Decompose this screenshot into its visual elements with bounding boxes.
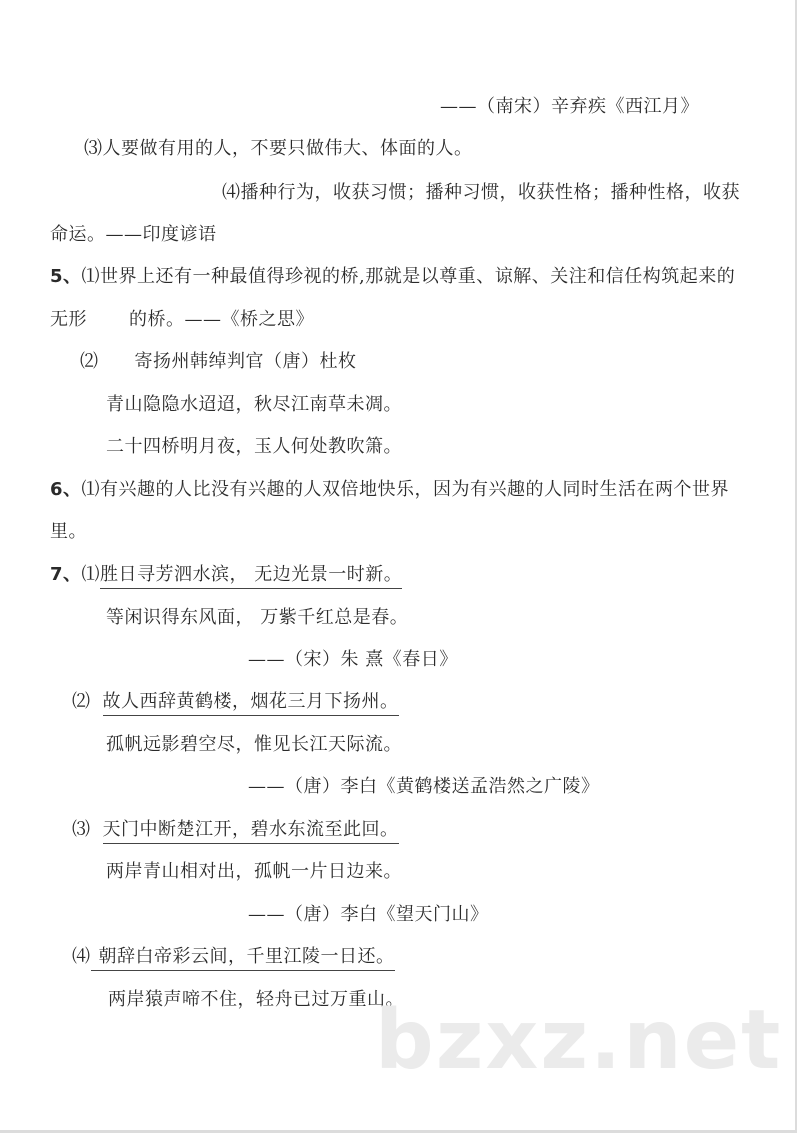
item-label: ⑵ xyxy=(72,691,91,712)
item-label: ⑴ xyxy=(81,564,101,585)
attribution-wangtianmenshan: ——（唐）李白《望天门山》 xyxy=(248,904,489,925)
poem-title: 寄扬州韩绰判官（唐）杜枚 xyxy=(134,351,357,372)
quote-4-4-line2: 命运。——印度谚语 xyxy=(50,224,217,245)
watermark: bzxz.net xyxy=(375,993,783,1088)
quote-5-1-line1: ⑴世界上还有一种最值得珍视的桥,那就是以尊重、谅解、关注和信任构筑起来的 xyxy=(81,266,736,287)
quote-6-1-line2: 里。 xyxy=(50,521,87,542)
poem-7-3-line2: 两岸青山相对出，孤帆一片日边来。 xyxy=(106,861,402,882)
poem-7-4-line2: 两岸猿声啼不住，轻舟已过万重山。 xyxy=(108,989,404,1010)
poem-7-3-line1 xyxy=(72,818,399,844)
quote-4-3: ⑶人要做有用的人，不要只做伟大、体面的人。 xyxy=(84,138,473,159)
poem-7-2-line1 xyxy=(72,690,399,716)
poem-5-2-heading xyxy=(80,350,357,374)
quote-6-1-line1: ⑴有兴趣的人比没有兴趣的人双倍地快乐，因为有兴趣的人同时生活在两个世界 xyxy=(81,479,730,500)
question-7-line1 xyxy=(50,563,402,589)
item-label: ⑶ xyxy=(72,819,91,840)
quote-4-4-line1: ⑷播种行为，收获习惯；播种习惯，收获性格；播种性格，收获 xyxy=(222,182,740,203)
question-number-5: 5、 xyxy=(50,266,82,287)
quote-5-1-source: 的桥。——《桥之思》 xyxy=(129,309,314,330)
question-5-line1 xyxy=(50,265,735,289)
quote-5-1-word: 无形 xyxy=(50,309,87,330)
poem-7-1-line2: 等闲识得东风面， 万紫千红总是春。 xyxy=(106,607,409,628)
poem-5-2-line1: 青山隐隐水迢迢，秋尽江南草未凋。 xyxy=(106,394,402,415)
underlined-poem-line: 朝辞白帝彩云间，千里江陵一日还。 xyxy=(91,945,395,971)
attribution-xijiangyue: ——（南宋）辛弃疾《西江月》 xyxy=(440,96,699,117)
question-number-7: 7、 xyxy=(50,564,82,585)
attribution-chunri: ——（宋）朱 熹《春日》 xyxy=(248,649,458,670)
question-6-line1 xyxy=(50,478,729,502)
question-5-line2 xyxy=(50,308,314,332)
underlined-poem-line: 故人西辞黄鹤楼，烟花三月下扬州。 xyxy=(103,690,399,716)
poem-7-2-line2: 孤帆远影碧空尽，惟见长江天际流。 xyxy=(106,734,402,755)
poem-7-4-line1 xyxy=(72,945,395,971)
item-label: ⑵ xyxy=(80,351,99,372)
attribution-huanghelou: ——（唐）李白《黄鹤楼送孟浩然之广陵》 xyxy=(248,776,600,797)
poem-5-2-line2: 二十四桥明月夜，玉人何处教吹箫。 xyxy=(106,436,402,457)
underlined-poem-line: 天门中断楚江开，碧水东流至此回。 xyxy=(103,818,399,844)
item-label: ⑷ xyxy=(72,946,91,967)
underlined-poem-line: 胜日寻芳泗水滨， 无边光景一时新。 xyxy=(100,563,402,589)
question-number-6: 6、 xyxy=(50,479,82,500)
